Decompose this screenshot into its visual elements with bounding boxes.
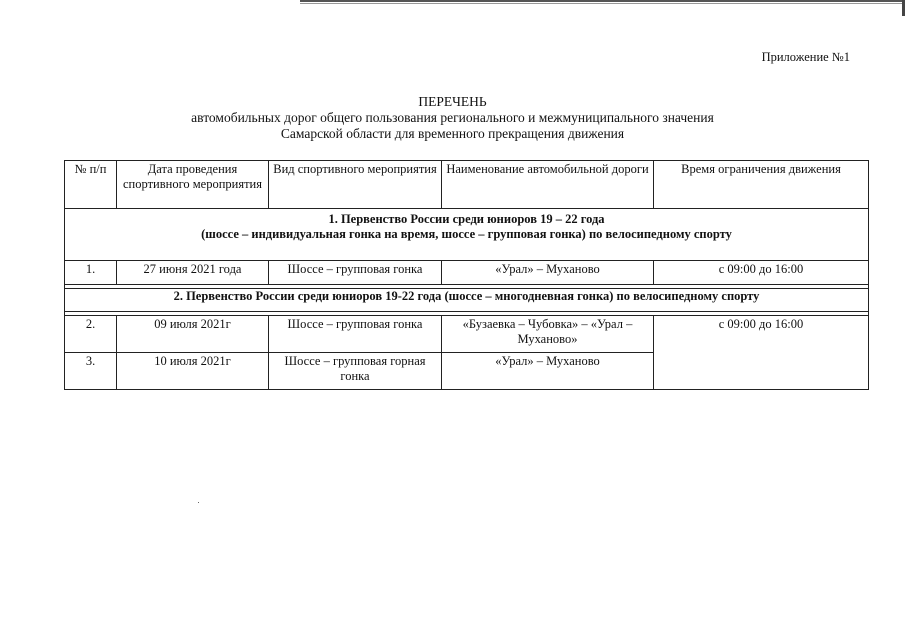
row-road-name: «Бузаевка – Чубовка» – «Урал – Муханово»: [442, 316, 654, 353]
section-1-line1: 1. Первенство России среди юниоров 19 – 22 года: [328, 212, 605, 226]
document-subtitle-line1: автомобильных дорог общего пользования регионального и межмуниципального значения: [191, 110, 714, 125]
header-date: Дата проведения спортивного мероприятия: [117, 161, 269, 209]
row-restriction-time: с 09:00 до 16:00: [654, 316, 869, 390]
section-1-row: [65, 209, 869, 261]
row-restriction-time: с 09:00 до 16:00: [654, 261, 869, 285]
table-row: [65, 316, 869, 353]
section-2-row: [65, 289, 869, 312]
row-number: 2.: [65, 316, 117, 353]
document-title: ПЕРЕЧЕНЬ: [418, 94, 487, 109]
document-heading: [0, 94, 905, 142]
roads-table: [64, 160, 869, 390]
header-event-type: Вид спортивного мероприятия: [269, 161, 442, 209]
section-1-title: [65, 209, 869, 261]
row-number: 1.: [65, 261, 117, 285]
header-restriction-time: Время ограничения движения: [654, 161, 869, 209]
row-date: 27 июня 2021 года: [117, 261, 269, 285]
row-event-type: Шоссе – групповая горная гонка: [269, 353, 442, 390]
section-2-title: 2. Первенство России среди юниоров 19-22 года (шоссе – многодневная гонка) по велосипедному спорту: [65, 289, 869, 312]
header-road-name: Наименование автомобильной дороги: [442, 161, 654, 209]
row-date: 09 июля 2021г: [117, 316, 269, 353]
scan-edge-top: [300, 0, 905, 4]
header-number: № п/п: [65, 161, 117, 209]
appendix-label: Приложение №1: [761, 50, 850, 64]
row-date: 10 июля 2021г: [117, 353, 269, 390]
row-event-type: Шоссе – групповая гонка: [269, 316, 442, 353]
table-row: [65, 261, 869, 285]
section-1-line2: (шоссе – индивидуальная гонка на время, шоссе – групповая гонка) по велосипедному спорту: [201, 227, 732, 241]
row-road-name: «Урал» – Муханово: [442, 261, 654, 285]
document-subtitle-line2: Самарской области для временного прекращения движения: [280, 126, 625, 141]
table-header-row: [65, 161, 869, 209]
row-event-type: Шоссе – групповая гонка: [269, 261, 442, 285]
scan-speck: [198, 502, 199, 503]
row-road-name: «Урал» – Муханово: [442, 353, 654, 390]
row-number: 3.: [65, 353, 117, 390]
